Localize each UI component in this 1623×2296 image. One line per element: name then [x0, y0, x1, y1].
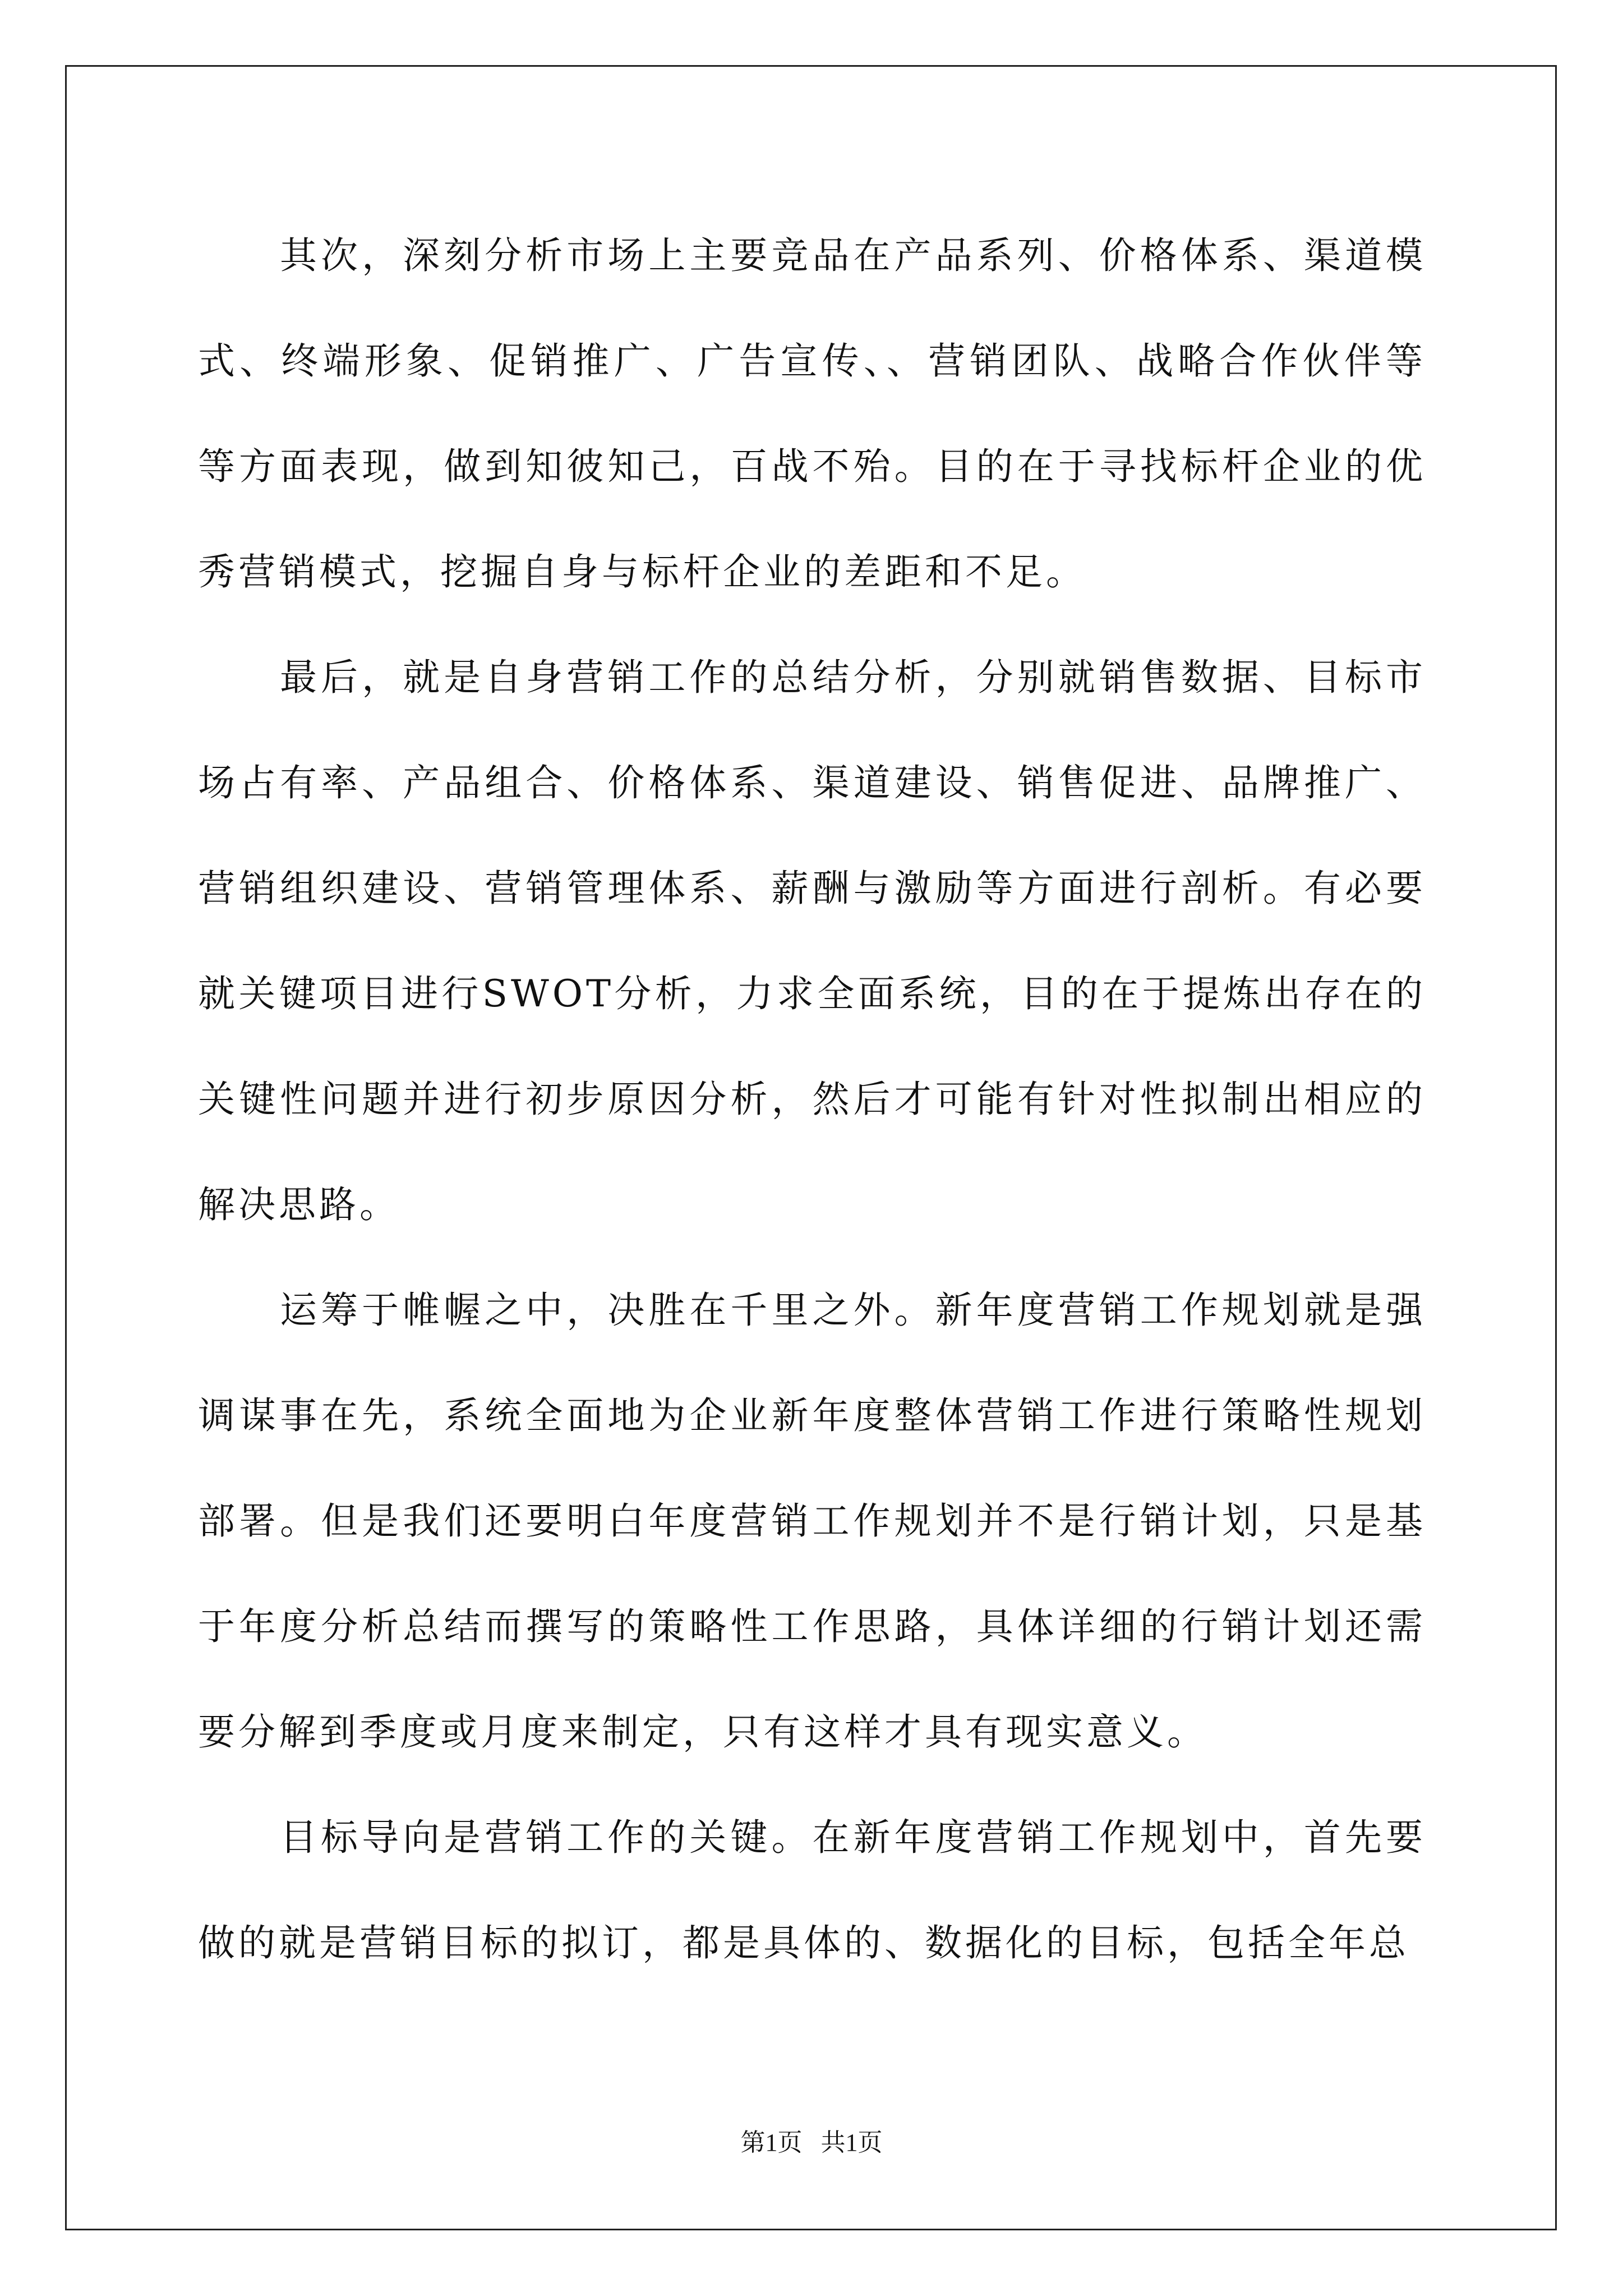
paragraph-self-analysis: 最后，就是自身营销工作的总结分析，分别就销售数据、目标市场占有率、产品组合、价格体系、渠道建设、销售促进、品牌推广、营销组织建设、营销管理体系、薪酬与激励等方面进行剖析。有必要就关键项目进行SWOT分析，力求全面系统，目的在于提炼出存在的关键性问题并进行初步原因分析，然后才可能有针对性拟制出相应的解决思路。 — [198, 656, 1426, 1226]
paragraph-annual-planning: 运筹于帷幄之中，决胜在千里之外。新年度营销工作规划就是强调谋事在先，系统全面地为企业新年度整体营销工作进行策略性规划部署。但是我们还要明白年度营销工作规划并不是行销计划，只是基于年度分析总结而撰写的策略性工作思路，具体详细的行销计划还需要分解到季度或月度来制定，只有这样才具有现实意义。 — [198, 1289, 1426, 1754]
paragraph-competitor-analysis: 其次，深刻分析市场上主要竞品在产品系列、价格体系、渠道模式、终端形象、促销推广、广告宣传、、营销团队、战略合作伙伴等等方面表现，做到知彼知己，百战不殆。目的在于寻找标杆企业的优秀营销模式，挖掘自身与标杆企业的差距和不足。 — [198, 234, 1426, 593]
page-footer: 第1页 共1页 — [740, 2129, 883, 2156]
document-body — [198, 203, 1426, 1996]
paragraph-goal-orientation: 目标导向是营销工作的关键。在新年度营销工作规划中，首先要做的就是营销目标的拟订，都是具体的、数据化的目标，包括全年总 — [198, 1816, 1426, 1964]
